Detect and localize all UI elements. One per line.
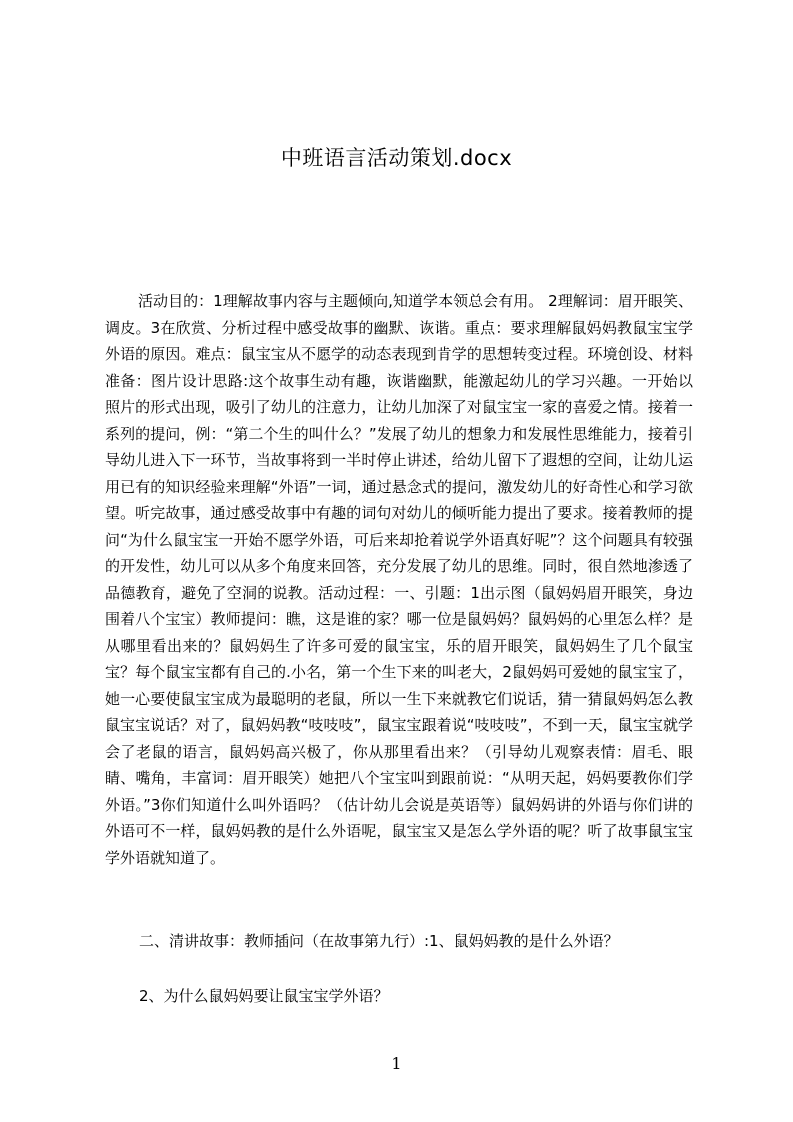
body-paragraph-2: 二、清讲故事：教师插问（在故事第九行）:1、鼠妈妈教的是什么外语？: [139, 932, 619, 950]
body-paragraph-3: 2、为什么鼠妈妈要让鼠宝宝学外语？: [139, 987, 389, 1005]
page-number: 1: [391, 1054, 402, 1073]
body-paragraph-1: 活动目的：1理解故事内容与主题倾向,知道学本领总会有用。 2理解词：眉开眼笑、调皮。3在欣赏、分析过程中感受故事的幽默、诙谐。重点：要求理解鼠妈妈教鼠宝宝学外语的原因。难点：鼠宝宝从不愿学的动态表现到肯学的思想转变过程。环境创设、材料准备：图片设计思路:这个故事生动有趣，诙谐幽默，能激起幼儿的学习兴趣。一开始以照片的形式出现，吸引了幼儿的注意力，让幼儿加深了对鼠宝宝一家的喜爱之情。接着一系列的提问，例：“第二个生的叫什么？”发展了幼儿的想象力和发展性思维能力，接着引导幼儿进入下一环节，当故事将到一半时停止讲述，给幼儿留下了遐想的空间，让幼儿运用已有的知识经验来理解“外语”一词，通过悬念式的提问，激发幼儿的好奇性心和学习欲望。听完故事，通过感受故事中有趣的词句对幼儿的倾听能力提出了要求。接着教师的提问“为什么鼠宝宝一开始不愿学外语，可后来却抢着说学外语真好呢”？这个问题具有较强的开发性，幼儿可以从多个角度来回答，充分发展了幼儿的思维。同时，很自然地渗透了品德教育，避免了空洞的说教。活动过程：一、引题：1出示图（鼠妈妈眉开眼笑，身边围着八个宝宝）教师提问：瞧，这是谁的家？哪一位是鼠妈妈？鼠妈妈的心里怎么样？是从哪里看出来的？鼠妈妈生了许多可爱的鼠宝宝，乐的眉开眼笑，鼠妈妈生了几个鼠宝宝？每个鼠宝宝都有自己的.小名，第一个生下来的叫老大，2鼠妈妈可爱她的鼠宝宝了，她一心要使鼠宝宝成为最聪明的老鼠，所以一生下来就教它们说话，猜一猜鼠妈妈怎么教鼠宝宝说话？对了，鼠妈妈教“吱吱吱”，鼠宝宝跟着说“吱吱吱”，不到一天，鼠宝宝就学会了老鼠的语言，鼠妈妈高兴极了，你从那里看出来？（引导幼儿观察表情：眉毛、眼睛、嘴角，丰富词：眉开眼笑）她把八个宝宝叫到跟前说：“从明天起，妈妈要教你们学外语。”3你们知道什么叫外语吗？（估计幼儿会说是英语等）鼠妈妈讲的外语与你们讲的外语可不一样，鼠妈妈教的是什么外语呢，鼠宝宝又是怎么学外语的呢？听了故事鼠宝宝学外语就知道了。: [105, 292, 693, 867]
document-title: 中班语言活动策划.docx: [280, 146, 513, 170]
